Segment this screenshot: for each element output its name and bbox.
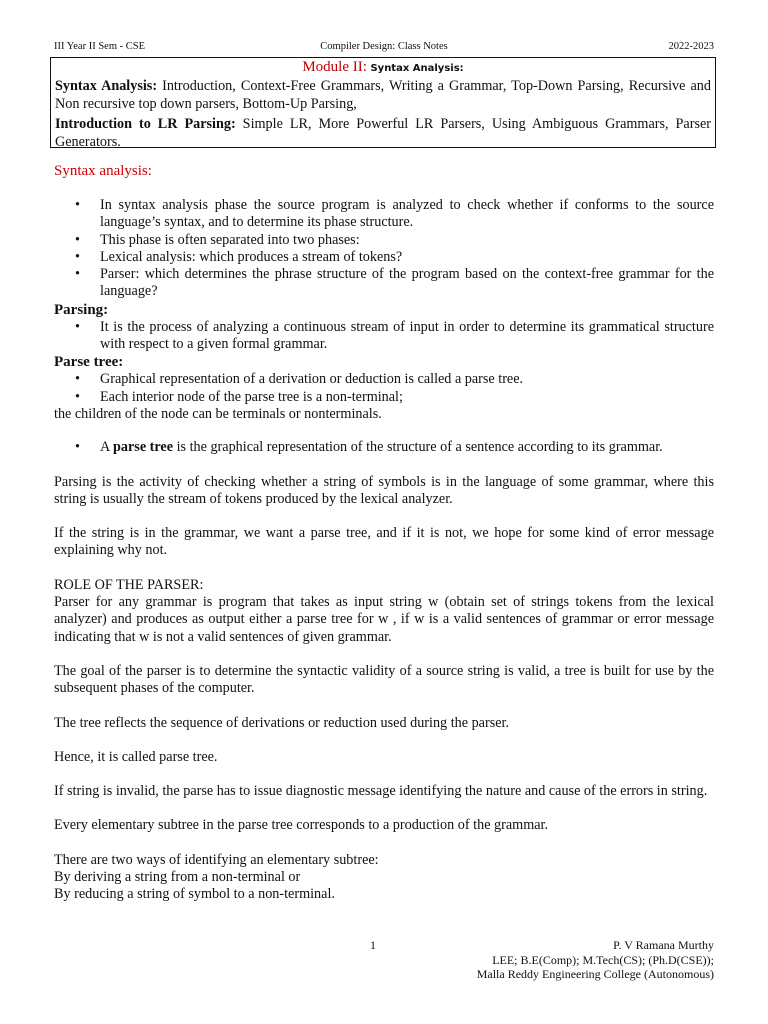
def-bold: parse tree xyxy=(113,439,174,456)
module-title xyxy=(55,59,711,77)
paragraph: If the string is in the grammar, we want a parse tree, and if it is not, we hope for some kind of error message explaining why not. xyxy=(54,525,714,559)
author-qualifications: LEE; B.E(Comp); M.Tech(CS); (Ph.D(CSE)); xyxy=(492,952,714,967)
page-number: 1 xyxy=(370,938,376,952)
paragraph: The tree reflects the sequence of derivations or reduction used during the parser. xyxy=(54,714,510,731)
paragraph: By reducing a string of symbol to a non-terminal. xyxy=(54,886,335,903)
bullet-item: • In syntax analysis phase the source program is analyzed to check whether if conforms to the source language’s syntax, and to determine its phase structure. xyxy=(54,197,714,232)
def-rest: is the graphical representation of the structure of a sentence according to its grammar. xyxy=(173,439,663,456)
module-box xyxy=(50,57,716,148)
bullet-item: • Lexical analysis: which produces a stream of tokens? xyxy=(54,249,714,266)
children-line: the children of the node can be terminals or nonterminals. xyxy=(54,405,382,422)
paragraph: The goal of the parser is to determine the syntactic validity of a source string is valid, a tree is built for use by the subsequent phases of the computer. xyxy=(54,662,714,697)
header-right: 2022-2023 xyxy=(668,41,714,52)
bullet-item: • This phase is often separated into two phases: xyxy=(54,232,714,249)
role-heading: ROLE OF THE PARSER: xyxy=(54,576,204,593)
syntax-label: Syntax Analysis: xyxy=(55,78,158,94)
lr-label: Introduction to LR Parsing: xyxy=(55,116,236,132)
page-header xyxy=(54,41,714,57)
parsing-heading: Parsing: xyxy=(54,301,109,318)
parse-tree-bullets xyxy=(54,371,714,406)
header-center: Compiler Design: Class Notes xyxy=(320,41,448,52)
def-prefix: A xyxy=(100,439,114,456)
paragraph: If string is invalid, the parse has to issue diagnostic message identifying the nature and cause of the errors in string. xyxy=(54,783,708,800)
syntax-bullets xyxy=(54,197,714,301)
bullet-item xyxy=(54,439,714,456)
paragraph: Every elementary subtree in the parse tree corresponds to a production of the grammar. xyxy=(54,817,549,834)
author-institution: Malla Reddy Engineering College (Autonomous) xyxy=(476,967,714,981)
header-left: III Year II Sem - CSE xyxy=(54,41,145,52)
paragraph: Hence, it is called parse tree. xyxy=(54,748,218,765)
section-title: Syntax analysis: xyxy=(54,163,152,179)
bullet-item: • Graphical representation of a derivation or deduction is called a parse tree. xyxy=(54,371,714,388)
parse-tree-heading: Parse tree: xyxy=(54,354,124,371)
bullet-item: • It is the process of analyzing a continuous stream of input in order to determine its grammatical structure with respect to a given formal grammar. xyxy=(54,319,714,354)
paragraph: By deriving a string from a non-terminal or xyxy=(54,869,301,886)
paragraph: There are two ways of identifying an elementary subtree: xyxy=(54,851,379,868)
module-subtitle: Syntax Analysis: xyxy=(370,63,464,74)
main-content xyxy=(54,161,714,904)
author-block xyxy=(477,938,714,982)
author-name: P. V Ramana Murthy xyxy=(613,938,714,952)
module-title-text: Module II: xyxy=(302,59,367,75)
lr-text: Simple LR, More Powerful LR Parsers, Using Ambiguous Grammars, Parser Generators. xyxy=(55,116,711,150)
bullet-item: • Parser: which determines the phrase structure of the program based on the context-free grammar for the language? xyxy=(54,266,714,301)
parsing-bullets xyxy=(54,319,714,354)
module-syntax-line xyxy=(55,77,711,113)
paragraph: Parsing is the activity of checking whether a string of symbols is in the language of some grammar, where this string is usually the stream of tokens produced by the lexical analyzer. xyxy=(54,473,714,507)
bullet-item: • Each interior node of the parse tree is a non-terminal; xyxy=(54,389,714,406)
paragraph: Parser for any grammar is program that takes as input string w (obtain set of strings tokens from the lexical analyzer) and produces as output either a parse tree for w , if w is a valid sentences of grammar or error message indicating that w is not a valid sentences of given grammar. xyxy=(54,594,714,645)
module-lr-line xyxy=(55,115,711,151)
parse-tree-def xyxy=(54,439,714,456)
syntax-text: Introduction, Context-Free Grammars, Writing a Grammar, Top-Down Parsing, Recursive and Non recursive top down parsers, Bottom-Up Parsing, xyxy=(55,78,711,112)
